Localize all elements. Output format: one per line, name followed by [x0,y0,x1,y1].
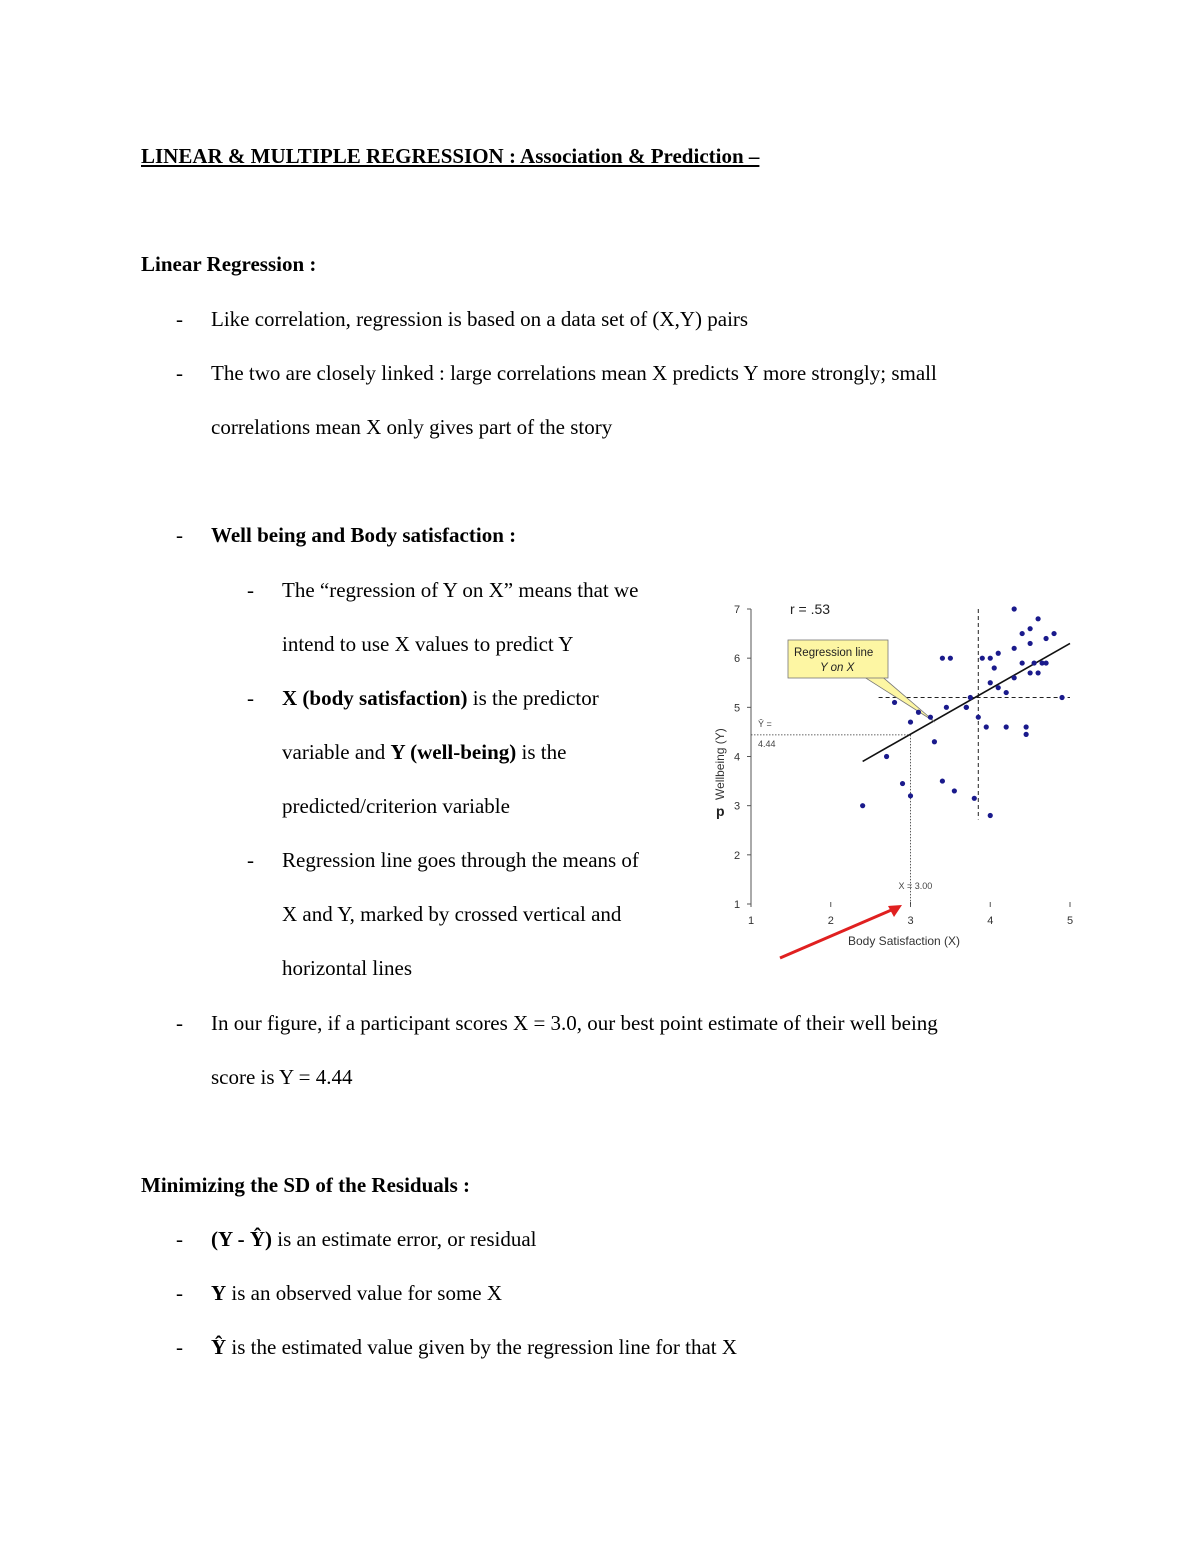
bullet-dash: - [176,307,183,331]
scatter-point [972,796,977,801]
y-hat-label: Ŷ = [758,718,772,729]
scatter-point [900,781,905,786]
scatter-point [944,705,949,710]
scatter-point [1051,631,1056,636]
red-arrow-shaft [780,908,896,958]
text-span: is the [516,740,567,764]
scatter-point [1004,724,1009,729]
bullet-text-continued: correlations mean X only gives part of the story [211,415,613,439]
scatter-point [1024,724,1029,729]
scatter-point [1028,641,1033,646]
scatter-point [908,719,913,724]
bold-term: Ŷ [211,1335,227,1359]
sub-bullet-text-continued: intend to use X values to predict Y [282,632,574,656]
x-tick-label: 3 [907,915,914,927]
scatter-point [1032,660,1037,665]
scatter-point [884,754,889,759]
text-span: is an estimate error, or residual [272,1227,537,1251]
bullet-dash: - [176,1281,183,1305]
bullet-dash: - [176,361,183,385]
scatter-point [928,715,933,720]
scatter-point [892,700,897,705]
scatter-point [1043,636,1048,641]
scatter-point [932,739,937,744]
y-hat-value: 4.44 [758,738,776,749]
section-heading-residuals: Minimizing the SD of the Residuals : [141,1173,471,1197]
y-tick-label: 2 [734,849,741,862]
scatter-point [996,651,1001,656]
scatter-point [940,656,945,661]
scatter-point [1020,660,1025,665]
scatter-point [1039,660,1044,665]
x-axis-title: Body Satisfaction (X) [848,934,961,948]
scatter-point [976,715,981,720]
scatter-point [1059,695,1064,700]
scatter-point [1024,732,1029,737]
scatter-point [1012,675,1017,680]
sub-bullet-text-continued: horizontal lines [282,956,413,980]
scatter-point [860,803,865,808]
sub-bullet-text [282,685,599,711]
sub-bullet-text-continued [282,739,566,765]
y-tick-label: 1 [734,899,741,911]
scatter-point [1028,626,1033,631]
sub-bullet-dash: - [247,848,254,872]
scatter-point [988,813,993,818]
scatter-point [964,705,969,710]
scatter-point [916,710,921,715]
text-span: is the predictor [467,686,599,710]
bullet-text [211,1280,502,1306]
text-span: is the estimated value given by the regression line for that X [226,1335,738,1359]
sub-bullet-dash: - [247,686,254,710]
scatter-point [1036,616,1041,621]
callout-text-line2: Y on X [820,662,855,674]
scatter-point [940,778,945,783]
text-span: variable and [282,740,391,764]
bold-term: (Y - Ŷ) [211,1227,273,1251]
scatter-point [952,788,957,793]
x-tick-label: 2 [827,915,834,927]
subheading-wellbeing: Well being and Body satisfaction : [211,523,517,547]
x-tick-label: 5 [1067,915,1074,927]
x-tick-label: 1 [748,915,755,927]
bullet-dash: - [176,523,183,547]
sub-bullet-text: The “regression of Y on X” means that we [282,578,639,602]
bold-term: Y (well-being) [390,740,517,764]
scatter-point [908,793,913,798]
r-value-label: r = .53 [790,601,831,617]
y-axis-title: Wellbeing (Y) [713,728,727,800]
bullet-text: In our figure, if a participant scores X = 3.0, our best point estimate of their well being [211,1011,938,1035]
scatter-point [988,680,993,685]
bullet-dash: - [176,1227,183,1251]
y-tick-label: 7 [734,604,741,616]
y-axis-prefix: p [716,803,725,819]
scatter-point [1020,631,1025,636]
sub-bullet-text-continued: X and Y, marked by crossed vertical and [282,902,622,926]
bullet-dash: - [176,1011,183,1035]
sub-bullet-text: Regression line goes through the means of [282,848,639,872]
bullet-text-continued: score is Y = 4.44 [211,1065,353,1089]
y-tick-label: 3 [734,800,741,813]
regression-scatter-chart [700,590,1090,970]
y-tick-label: 4 [734,751,741,764]
x-marker-label: X = 3.00 [898,881,933,891]
sub-bullet-text-continued: predicted/criterion variable [282,794,510,818]
sub-bullet-dash: - [247,578,254,602]
scatter-point [984,724,989,729]
scatter-point [996,685,1001,690]
bullet-text [211,1226,537,1252]
scatter-point [988,656,993,661]
bullet-dash: - [176,1335,183,1359]
bullet-text [211,1334,737,1360]
bold-term: X (body satisfaction) [282,686,468,710]
bullet-text: The two are closely linked : large correlations mean X predicts Y more strongly; small [211,361,937,385]
scatter-point [1036,670,1041,675]
text-span: is an observed value for some X [226,1281,503,1305]
scatter-point [1012,646,1017,651]
scatter-point [1012,606,1017,611]
bullet-text: Like correlation, regression is based on a data set of (X,Y) pairs [211,307,749,331]
scatter-point [1028,670,1033,675]
callout-text-line1: Regression line [794,647,874,659]
scatter-point [948,656,953,661]
bold-term: Y [211,1281,227,1305]
x-tick-label: 4 [987,915,994,927]
page-title: LINEAR & MULTIPLE REGRESSION : Association & Prediction – [141,144,760,168]
regression-scatter-figure [700,590,1090,970]
scatter-point [980,656,985,661]
y-tick-label: 5 [734,702,741,715]
scatter-point [992,665,997,670]
scatter-point [968,695,973,700]
y-tick-label: 6 [734,653,741,666]
section-heading-linear-regression: Linear Regression : [141,252,317,276]
scatter-point [1004,690,1009,695]
